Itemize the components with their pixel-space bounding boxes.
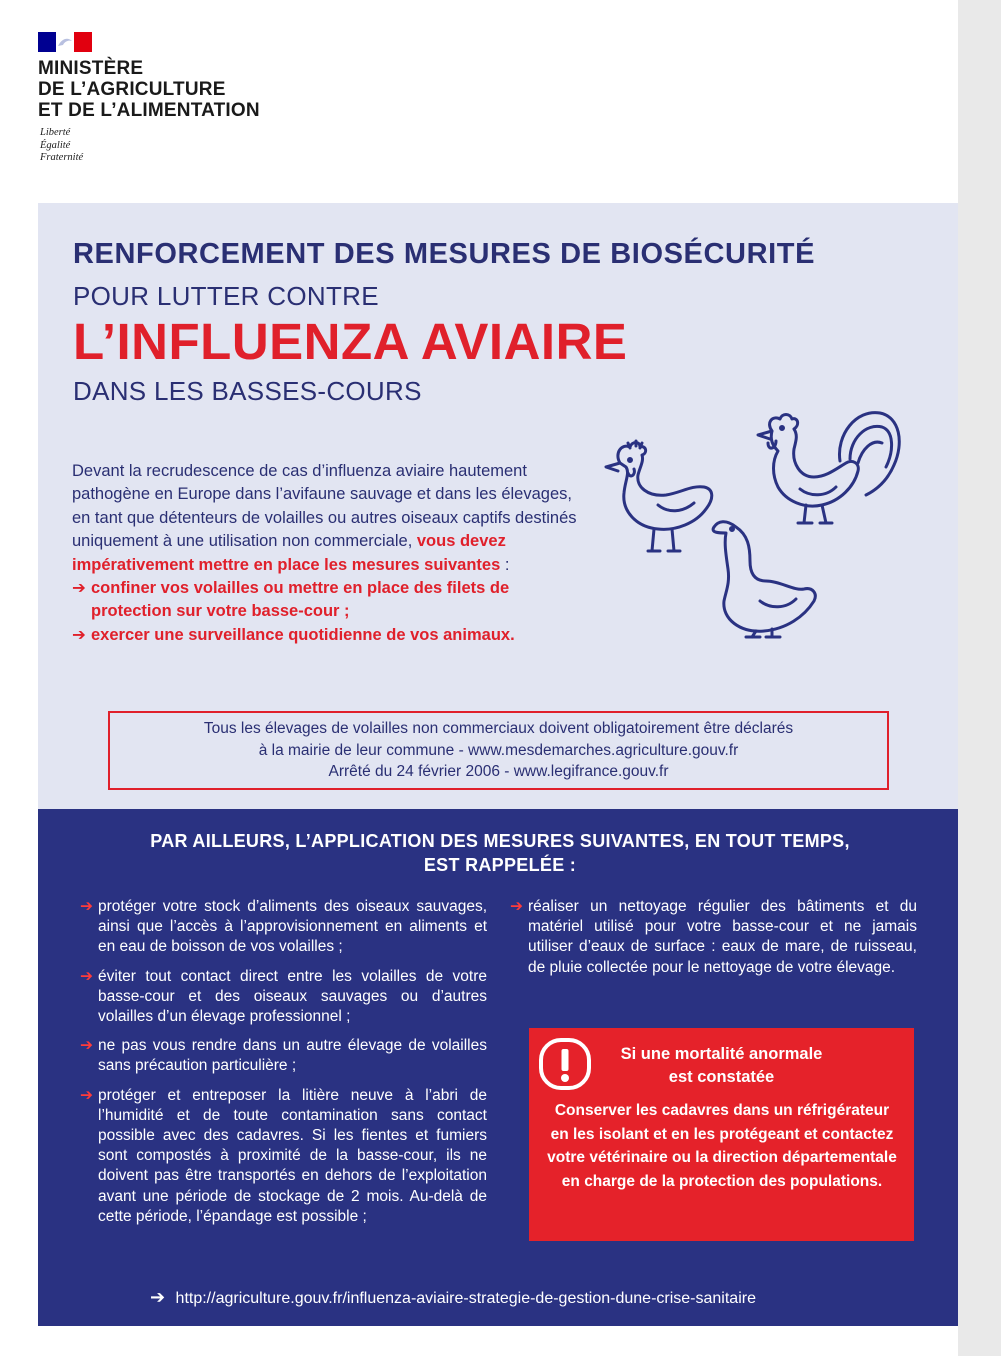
arrow-right-icon: ➔ [80, 898, 93, 915]
measure-text: éviter tout contact direct entre les volailles de votre basse-cour et des oiseaux sauvages ou d’autres volailles d’un élevage professionnel ; [98, 967, 487, 1026]
footer-url[interactable]: http://agriculture.gouv.fr/influenza-aviaire-strategie-de-gestion-dune-crise-sanitaire [175, 1290, 756, 1307]
title-line-3: L’INFLUENZA AVIAIRE [73, 313, 628, 370]
arrow-right-icon: ➔ [72, 579, 86, 598]
intro-item-1-text: confiner vos volailles ou mettre en place des filets de protection sur votre basse-cour ; [91, 579, 510, 621]
measure-item [510, 897, 917, 978]
intro-item-2-text: exercer une surveillance quotidienne de vos animaux. [91, 625, 515, 644]
measure-text: réaliser un nettoyage régulier des bâtiments et du matériel utilisé pour votre basse-cour et ne jamais utiliser d’eaux de surface : eaux de mare, de ruisseau, de pluie collectée pour le nettoyage de votre élevage. [528, 898, 917, 976]
measure-text: protéger et entreposer la litière neuve à l’abri de l’humidité et de toute contamination sans contact possible avec des cadavres. Si les fientes et fumiers sont compostés à proximité de la basse-cour, ils ne doivent pas être transportés en dehors de l’exploitation avant une période de stockage de 2 mois. Au-delà de cette période, l’épandage est possible ; [98, 1086, 487, 1225]
measure-item [80, 1086, 487, 1227]
measure-item [80, 1036, 487, 1076]
arrow-right-icon: ➔ [80, 1037, 93, 1055]
ministry-name [38, 58, 260, 121]
arrow-right-icon: ➔ [80, 967, 93, 985]
title-line-1: RENFORCEMENT DES MESURES DE BIOSÉCURITÉ [73, 238, 816, 270]
arrow-right-icon: ➔ [150, 1287, 166, 1307]
intro-item-1 [72, 577, 592, 624]
motto-liberte: Liberté [40, 127, 71, 138]
arrow-right-icon: ➔ [80, 1086, 93, 1104]
measures-right-column [510, 897, 917, 987]
measure-item [80, 967, 487, 1028]
measures-left-column [80, 897, 487, 1236]
hen-icon [606, 441, 712, 551]
title-line-4: DANS LES BASSES-COURS [73, 376, 422, 406]
measures-title [100, 829, 900, 877]
alert-heading-line-2: est constatée [668, 1068, 775, 1086]
notice-line-2: à la mairie de leur commune - www.mesdemarches.agriculture.gouv.fr [258, 741, 739, 759]
notice-line-3: Arrêté du 24 février 2006 - www.legifrance.gouv.fr [328, 763, 669, 780]
marianne-logo-icon [38, 32, 92, 52]
intro-emphasis: vous devez impérativement mettre en place les mesures suivantes [72, 532, 506, 574]
motto-fraternite: Fraternité [40, 152, 84, 163]
measure-text: ne pas vous rendre dans un autre élevage de volailles sans précaution particulière ; [98, 1037, 487, 1075]
footer-url-link[interactable] [150, 1287, 756, 1308]
measure-item [80, 897, 487, 958]
arrow-right-icon: ➔ [510, 898, 523, 915]
page-margin [958, 0, 1001, 1356]
notice-line-1: Tous les élevages de volailles non commerciaux doivent obligatoirement être déclarés [203, 720, 794, 737]
intro-text: Devant la recrudescence de cas d’influenza aviaire hautement pathogène en Europe dans l’avifaune sauvage et dans les élevages, en tant que détenteurs de volailles ou autres oiseaux captifs destinés uniquement à une utilisation non commerciale, [72, 462, 577, 551]
alert-body: Conserver les cadavres dans un réfrigérateur en les isolant et en les protégeant et contactez votre vétérinaire ou la direction départementale en charge de la protection des populations. [547, 1102, 897, 1190]
declaration-notice [108, 711, 889, 790]
intro-colon: : [500, 555, 510, 574]
motto-egalite: Égalité [40, 139, 71, 151]
ministry-line-3: ET DE L’ALIMENTATION [38, 100, 260, 121]
duck-icon [713, 522, 815, 637]
alert-heading-line-1: Si une mortalité anormale [620, 1045, 823, 1063]
measure-text: protéger votre stock d’aliments des oiseaux sauvages, ainsi que l’accès à l’approvisionnement en aliments et en eau de boisson de vos volailles ; [98, 898, 487, 956]
rooster-icon [758, 413, 899, 523]
exclamation-icon [537, 1036, 593, 1092]
mortality-alert-box [529, 1028, 914, 1241]
title-line-2: POUR LUTTER CONTRE [73, 281, 379, 311]
measures-title-line-2: EST RAPPELÉE : [423, 855, 577, 875]
ministry-line-2: DE L’AGRICULTURE [38, 79, 226, 100]
intro-item-2 [72, 624, 592, 647]
arrow-right-icon: ➔ [72, 625, 86, 644]
ministry-line-1: MINISTÈRE [38, 58, 144, 79]
measures-title-line-1: PAR AILLEURS, L’APPLICATION DES MESURES SUIVANTES, EN TOUT TEMPS, [150, 831, 850, 851]
alert-heading [599, 1043, 844, 1089]
intro-paragraph [72, 460, 592, 647]
poultry-icons [600, 405, 910, 640]
republic-motto [40, 127, 83, 165]
